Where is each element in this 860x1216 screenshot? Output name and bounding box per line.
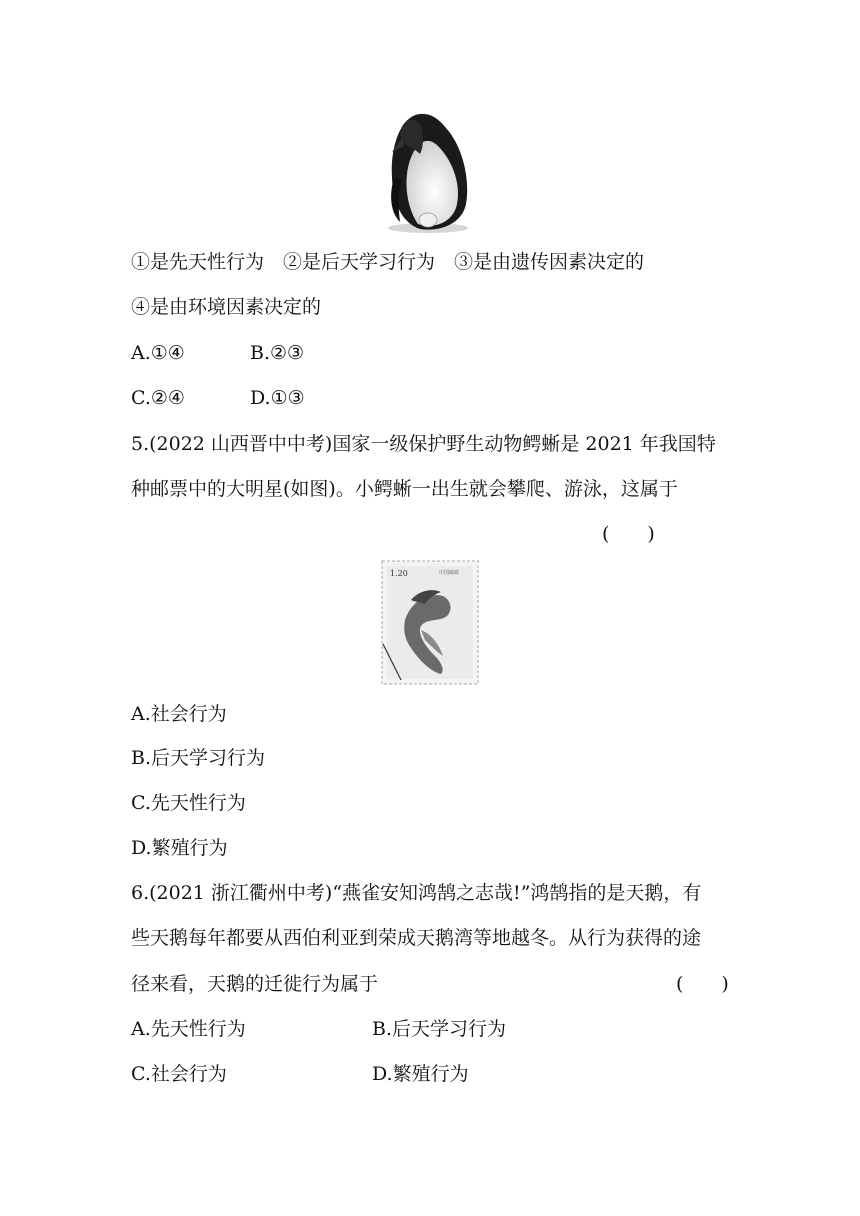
q6-stem-line-1: 6.(2021 浙江衢州中考)“燕雀安知鸿鹄之志哉!”鸿鹄指的是天鹅，有: [131, 882, 702, 904]
q6-choice-d[interactable]: D.繁殖行为: [372, 1063, 469, 1085]
q5-choice-a[interactable]: A.社会行为: [131, 703, 227, 725]
penguin-image: [380, 108, 476, 236]
q6-choice-b[interactable]: B.后天学习行为: [372, 1018, 507, 1040]
q6-choice-c[interactable]: C.社会行为: [131, 1063, 227, 1085]
q4-choice-c[interactable]: C.②④: [131, 387, 185, 409]
q6-stem-line-3: 径来看，天鹅的迁徙行为属于: [131, 973, 379, 995]
q6-choice-a[interactable]: A.先天性行为: [131, 1018, 246, 1040]
stamp-image: [381, 560, 479, 685]
q4-options-line-2: ④是由环境因素决定的: [131, 296, 322, 318]
q5-choice-d[interactable]: D.繁殖行为: [131, 837, 228, 859]
q5-stem-line-2: 种邮票中的大明星(如图)。小鳄蜥一出生就会攀爬、游泳，这属于: [131, 478, 678, 500]
q5-choice-b[interactable]: B.后天学习行为: [131, 747, 266, 769]
q6-answer-blank[interactable]: ( ): [676, 973, 729, 995]
q5-stem-line-1: 5.(2022 山西晋中中考)国家一级保护野生动物鳄蜥是 2021 年我国特: [131, 433, 716, 455]
stamp-value: 1.20: [390, 569, 408, 578]
q4-choice-d[interactable]: D.①③: [250, 387, 305, 409]
q4-choice-b[interactable]: B.②③: [250, 342, 305, 364]
q4-choice-a[interactable]: A.①④: [131, 342, 185, 364]
q6-stem-line-2: 些天鹅每年都要从西伯利亚到荣成天鹅湾等地越冬。从行为获得的途: [131, 927, 702, 949]
q4-options-line-1: ①是先天性行为 ②是后天学习行为 ③是由遗传因素决定的: [131, 251, 645, 273]
q5-answer-blank[interactable]: ( ): [602, 523, 655, 545]
stamp-country: 中国邮政: [439, 570, 460, 576]
q5-choice-c[interactable]: C.先天性行为: [131, 792, 246, 814]
